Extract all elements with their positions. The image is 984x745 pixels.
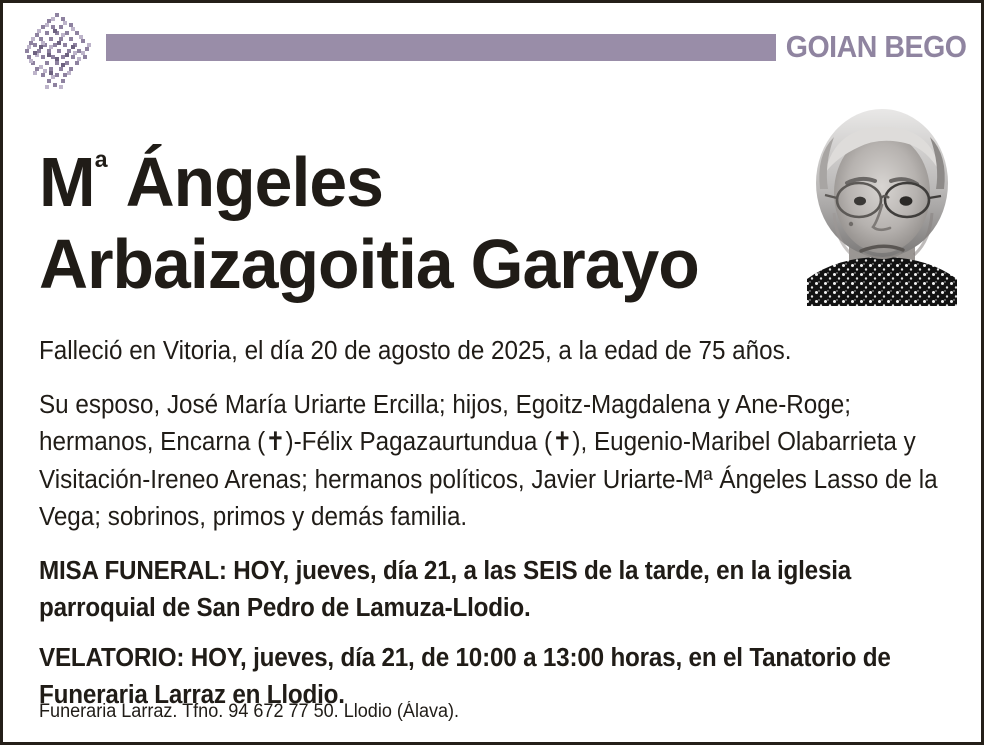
deceased-name — [39, 127, 829, 305]
deceased-name-line-2: Arbaizagoitia Garayo — [39, 225, 699, 304]
family-survivors-text: Su esposo, José María Uriarte Ercilla; hijos, Egoitz-Magdalena y Ane-Roge; hermanos, Encarna (✝)-Félix Pagazaurtundua (✝), Eugenio-Maribel Olabarrieta y Visitación-Ireneo Arenas; hermanos políticos, Javier Uriarte-Mª Ángeles Lasso de la Vega; sobrinos, primos y demás familia. — [39, 390, 938, 531]
header-title: GOIAN BEGO — [786, 29, 967, 64]
funeral-mass-text: MISA FUNERAL: HOY, jueves, día 21, a las SEIS de la tarde, en la iglesia parroquial de San Pedro de Lamuza-Llodio. — [39, 556, 852, 622]
header-accent-bar — [106, 34, 776, 61]
notice-body — [39, 333, 951, 723]
death-notice-text: Falleció en Vitoria, el día 20 de agosto de 2025, a la edad de 75 años. — [39, 337, 792, 365]
wake-text: VELATORIO: HOY, jueves, día 21, de 10:00 a 13:00 horas, en el Tanatorio de Funeraria Larraz en Llodio. — [39, 643, 891, 709]
name-ordinal-superscript: ª — [94, 147, 108, 188]
funeral-home-footer: Funeraria Larraz. Tfno. 94 672 77 50. Llodio (Álava). — [39, 701, 460, 722]
name-given: Ángeles — [107, 143, 383, 222]
flower-ornament-icon — [17, 9, 99, 93]
notice-header — [3, 3, 981, 99]
name-prefix: M — [39, 143, 95, 222]
deceased-name-line-1 — [39, 127, 805, 223]
